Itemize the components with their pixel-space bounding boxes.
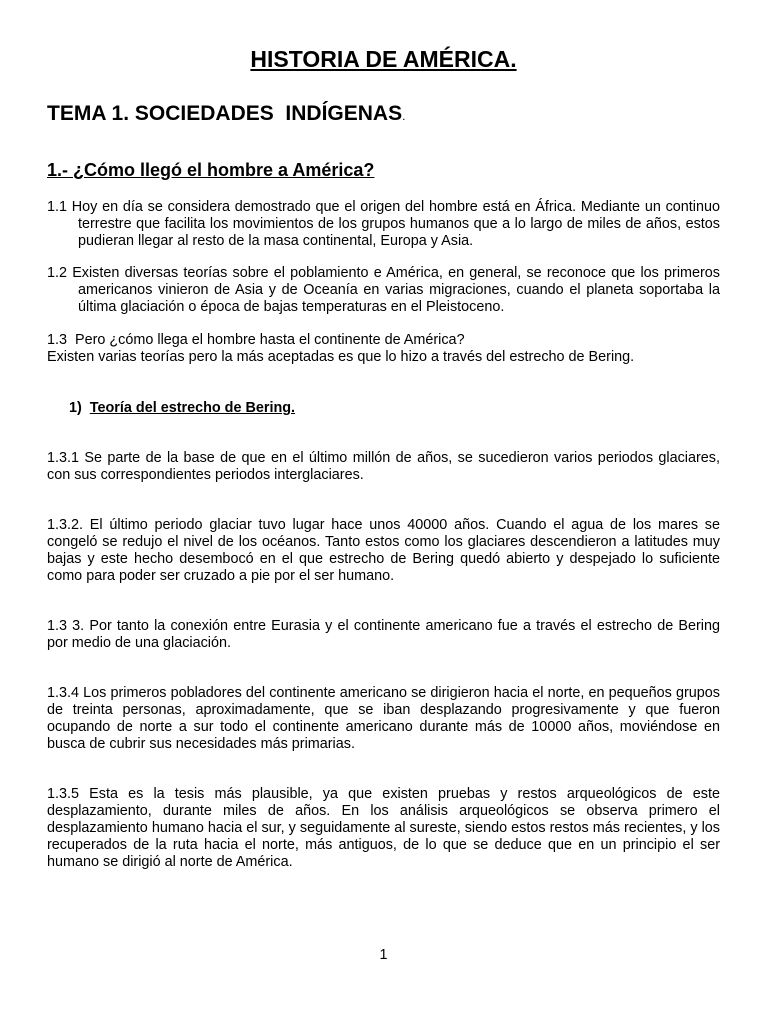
- paragraph-1-3-3: 1.3 3. Por tanto la conexión entre Eurasia y el continente americano fue a través el estrecho de Bering por medio de una glaciación.: [47, 618, 720, 651]
- paragraph-1-3-4: 1.3.4 Los primeros pobladores del continente americano se dirigieron hacia el norte, en pequeños grupos de treinta personas, aproximadamente, que se iban desplazando progresivamente y que fueron ocupando de norte a sur todo el continente americano durante más de 10000 años, moviéndose en busca de cubrir sus necesidades más primarias.: [47, 685, 720, 752]
- paragraph-1-1: 1.1 Hoy en día se considera demostrado que el origen del hombre está en África. Mediante un continuo terrestre que facilita los movimientos de los grupos humanos que a lo largo de miles de años, estos pudieran llegar al resto de la masa continental, Europa y Asia.: [47, 199, 720, 249]
- paragraph-1-3-line-1: 1.3 Pero ¿cómo llega el hombre hasta el continente de América?: [47, 332, 465, 348]
- subheading-number: 1): [69, 400, 90, 416]
- document-page: [47, 0, 720, 1024]
- document-title: HISTORIA DE AMÉRICA.: [250, 46, 517, 72]
- section-heading: 1.- ¿Cómo llegó el hombre a América?: [47, 160, 375, 180]
- paragraph-1-3-1: 1.3.1 Se parte de la base de que en el último millón de años, se sucedieron varios periodos glaciares, con sus correspondientes periodos interglaciares.: [47, 450, 720, 483]
- page-number: 1: [379, 947, 388, 963]
- subheading-text: Teoría del estrecho de Bering.: [89, 400, 296, 416]
- tema-title-dot: .: [402, 109, 406, 123]
- tema-title-text: TEMA 1. SOCIEDADES INDÍGENAS: [47, 102, 403, 125]
- subheading-bering-theory: [69, 399, 295, 417]
- tema-title: [47, 100, 405, 130]
- paragraph-1-2: 1.2 Existen diversas teorías sobre el poblamiento e América, en general, se reconoce que los primeros americanos vinieron de Asia y de Oceanía en varias migraciones, cuando el planeta soportaba la última glaciación o época de bajas temperaturas en el Pleistoceno.: [47, 265, 720, 315]
- paragraph-1-3-line-2: Existen varias teorías pero la más aceptadas es que lo hizo a través del estrecho de Bering.: [47, 349, 635, 365]
- paragraph-1-3-5: 1.3.5 Esta es la tesis más plausible, ya que existen pruebas y restos arqueológicos de este desplazamiento, durante miles de años. En los análisis arqueológicos se observa primero el desplazamiento humano hacia el sur, y seguidamente al sureste, siendo estos restos más recientes, y los recuperados de la ruta hacia el norte, más antiguos, de lo que se deduce que en un principio el ser humano se dirigió al norte de América.: [47, 786, 720, 870]
- paragraph-1-3-2: 1.3.2. El último periodo glaciar tuvo lugar hace unos 40000 años. Cuando el agua de los mares se congeló se redujo el nivel de los océanos. Tanto estos como los glaciares descendieron a latitudes muy bajas y este hecho desembocó en el que estrecho de Bering quedó abierto y despejado lo suficiente como para poder ser cruzado a pie por el ser humano.: [47, 517, 720, 584]
